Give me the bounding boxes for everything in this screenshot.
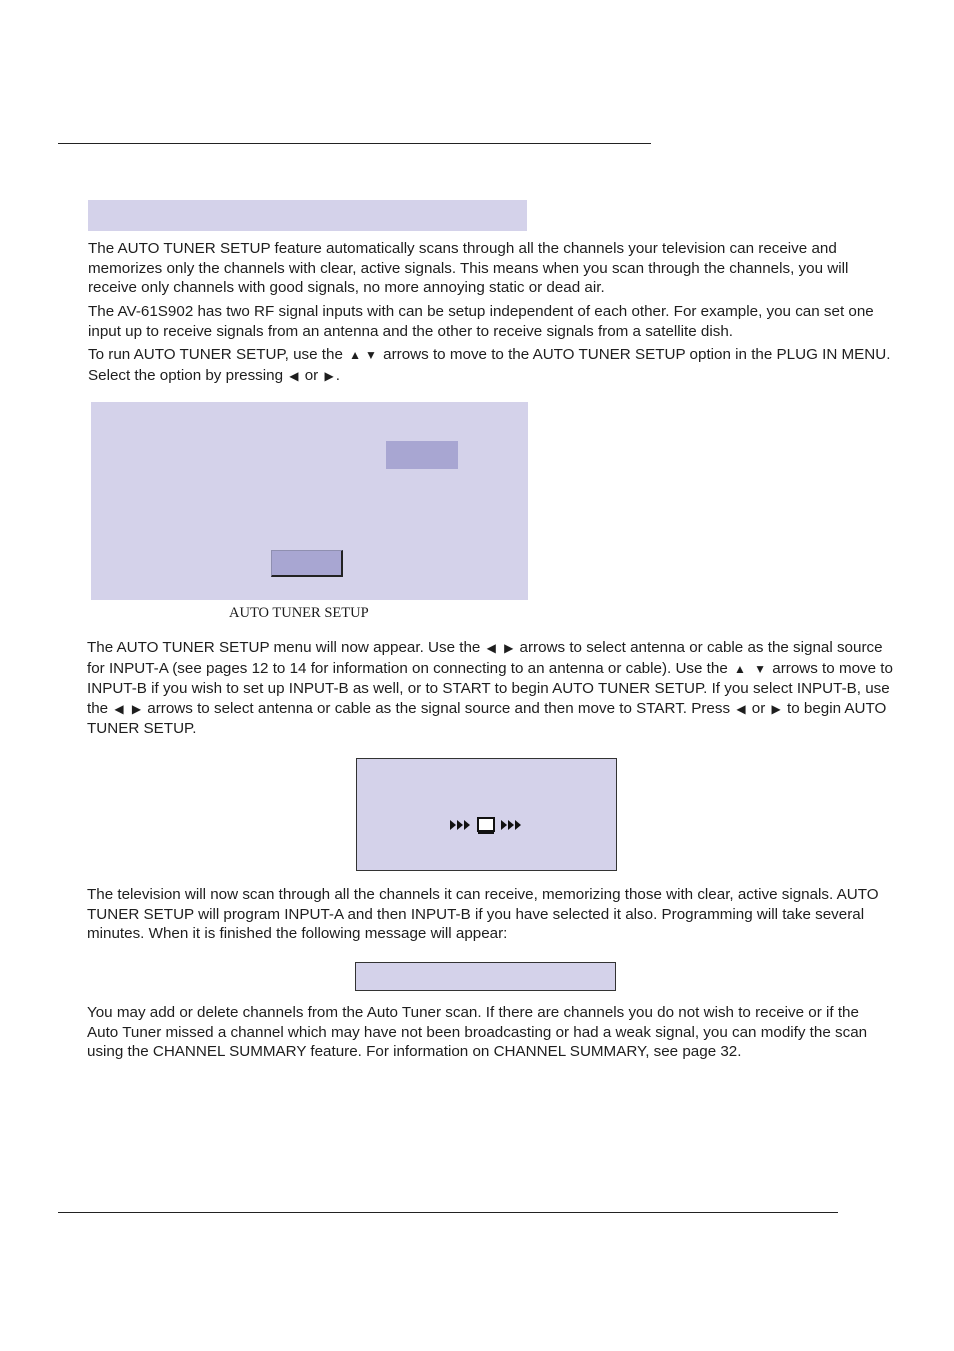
completion-message-box <box>355 962 616 991</box>
right-arrow-icon: ▶ <box>771 701 781 716</box>
right-arrow-icon: ▶ <box>324 368 334 383</box>
channel-summary-paragraph: You may add or delete channels from the Auto Tuner scan. If there are channels you do not wish to receive or if the Auto Tuner missed a channel which may have not been broadcasting or had a weak signal, you can modify the scan using the CHANNEL SUMMARY feature. For information on CHANNEL SUMMARY, see page 32. <box>87 1004 868 1061</box>
text-run: arrows to select antenna or cable as the signal source for INPUT-A (see pages 12 to 14 for information on connecting to an antenna or cable). Use the <box>87 639 883 677</box>
text-run: To run AUTO TUNER SETUP, use the <box>88 346 343 363</box>
chevrons-right-icon <box>450 820 471 830</box>
down-arrow-icon: ▼ <box>754 661 767 676</box>
text-run: The AUTO TUNER SETUP menu will now appear. Use the <box>87 639 481 656</box>
chevrons-right-icon <box>501 820 522 830</box>
figure-caption: AUTO TUNER SETUP <box>229 605 369 621</box>
scanning-paragraph: The television will now scan through all the channels it can receive, memorizing those with clear, active signals. AUTO TUNER SETUP will program INPUT-A and then INPUT-B if you have selected it also. Programming will take several minutes. When it is finished the following message will appear: <box>87 886 879 943</box>
text-run: arrows to select antenna or cable as the signal source and then move to START. Press <box>147 699 731 717</box>
instructions-paragraph <box>88 345 894 386</box>
text-run: arrows to move to INPUT-B if you wish to set up INPUT-B as well, or to START to begin AUTO TUNER SETUP. If you select INPUT-B, use the <box>87 659 893 717</box>
down-arrow-icon: ▼ <box>365 348 377 362</box>
right-arrow-icon: ▶ <box>504 641 514 655</box>
left-arrow-icon: ◀ <box>289 368 299 383</box>
text-run: or <box>304 366 319 384</box>
left-arrow-icon: ◀ <box>736 701 746 716</box>
start-button <box>271 550 343 577</box>
left-arrow-icon: ◀ <box>114 701 124 716</box>
signal-source-highlight <box>386 441 458 469</box>
scanning-progress-screen <box>356 758 617 871</box>
text-run: arrows to move to the AUTO TUNER SETUP option in the PLUG IN MENU. Select the option by pressing <box>88 346 891 384</box>
text-run: or <box>751 699 766 717</box>
up-arrow-icon: ▲ <box>349 348 362 362</box>
left-arrow-icon: ◀ <box>486 641 496 655</box>
bottom-divider <box>58 1212 838 1213</box>
top-divider <box>58 143 651 144</box>
text-run: to begin AUTO TUNER SETUP. <box>87 699 887 738</box>
inputs-paragraph: The AV-61S902 has two RF signal inputs with can be setup independent of each other. For example, you can set one input up to receive signals from an antenna and the other to receive signals from a satellite dish. <box>88 303 874 340</box>
progress-indicator <box>450 816 522 834</box>
text-run: . <box>335 366 340 384</box>
intro-paragraph: The AUTO TUNER SETUP feature automatically scans through all the channels your television can receive and memorizes only the channels with clear, active signals. This means when you scan through the channels, you will receive only channels with good signals, no more annoying static or dead air. <box>88 240 849 297</box>
tv-icon <box>477 816 495 834</box>
section-heading-bar <box>88 200 527 231</box>
up-arrow-icon: ▲ <box>734 661 746 676</box>
right-arrow-icon: ▶ <box>131 701 142 716</box>
menu-instructions-paragraph <box>87 638 893 739</box>
auto-tuner-setup-menu-screen <box>91 402 528 600</box>
